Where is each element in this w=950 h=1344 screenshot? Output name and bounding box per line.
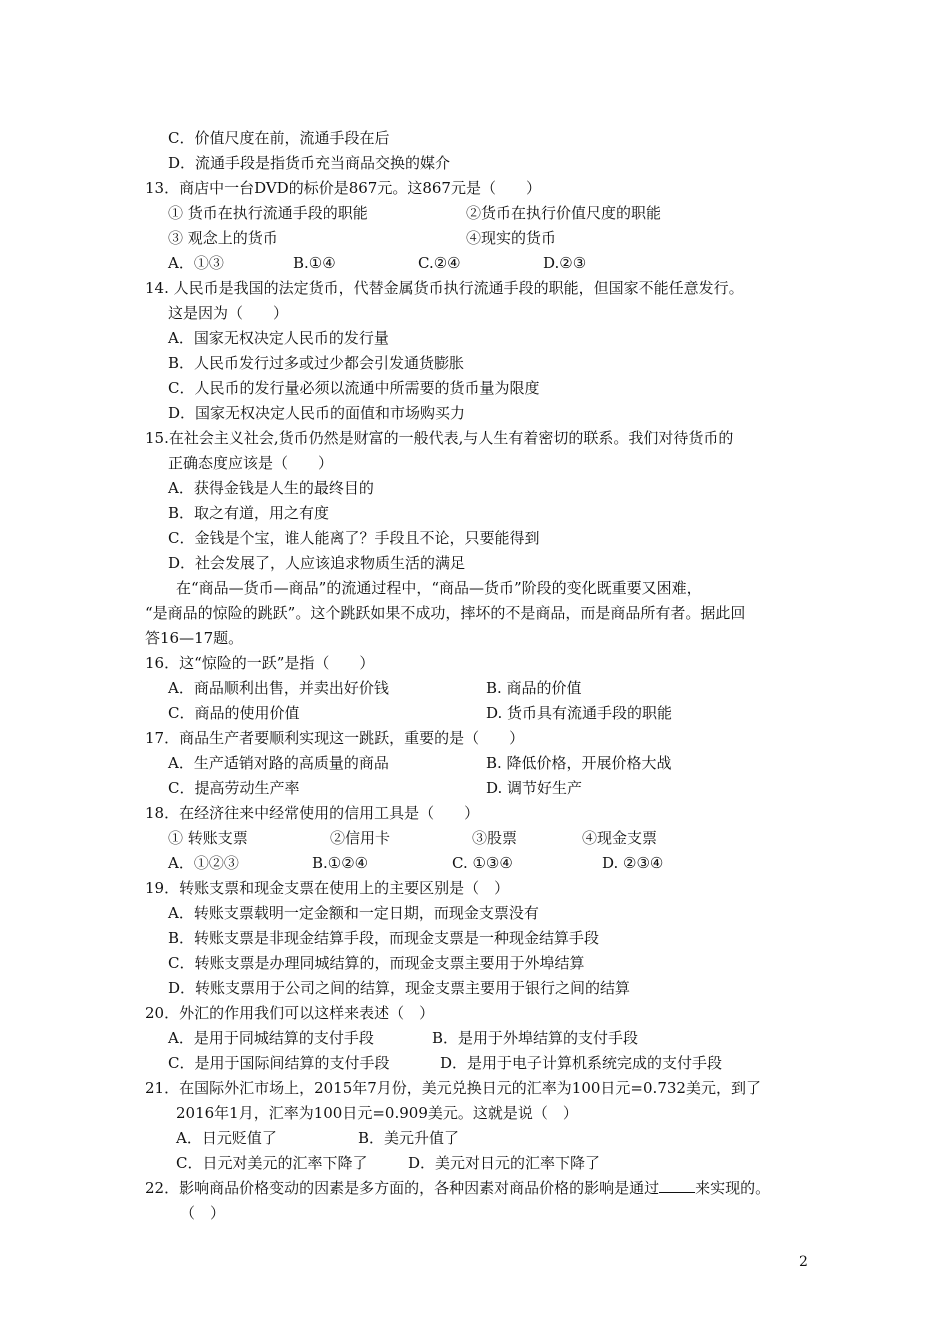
option-c: C．金钱是个宝，谁人能离了？手段且不论，只要能得到 <box>168 529 540 547</box>
question-22-text: 22．影响商品价格变动的因素是多方面的，各种因素对商品价格的影响是通过 <box>145 1179 660 1197</box>
statement-2: ②货币在执行价值尺度的职能 <box>466 204 662 222</box>
option-a: A．①③ <box>168 254 224 272</box>
option-a: A．国家无权决定人民币的发行量 <box>168 329 389 347</box>
question-14-cont: 这是因为（ ） <box>168 304 289 322</box>
answer-paren: （ ） <box>180 1204 226 1222</box>
question-22-tail: 来实现的。 <box>695 1179 771 1197</box>
statement-3: ③股票 <box>472 829 518 847</box>
option-d: D．转账支票用于公司之间的结算，现金支票主要用于银行之间的结算 <box>168 979 631 997</box>
option-c: C．人民币的发行量必须以流通中所需要的货币量为限度 <box>168 379 540 397</box>
question-21-cont: 2016年1月，汇率为100日元=0.909美元。这就是说（ ） <box>176 1104 578 1122</box>
option-c: C．转账支票是办理同城结算的，而现金支票主要用于外埠结算 <box>168 954 585 972</box>
page-number: 2 <box>799 1254 808 1270</box>
option-c: C.②④ <box>418 254 461 272</box>
option-c: C．日元对美元的汇率下降了 <box>176 1154 368 1172</box>
option-a: A．①②③ <box>168 854 239 872</box>
option-c: C．是用于国际间结算的支付手段 <box>168 1054 390 1072</box>
option-d: D.②③ <box>543 254 587 272</box>
question-22 <box>145 1178 770 1198</box>
option-c: C．提高劳动生产率 <box>168 779 300 797</box>
passage-line-3: 答16—17题。 <box>145 629 244 647</box>
statement-3: ③ 观念上的货币 <box>168 229 278 247</box>
option-b: B．人民币发行过多或过少都会引发通货膨胀 <box>168 354 465 372</box>
statement-1: ① 转账支票 <box>168 829 248 847</box>
question-19: 19．转账支票和现金支票在使用上的主要区别是（ ） <box>145 879 510 897</box>
question-14: 14. 人民币是我国的法定货币，代替金属货币执行流通手段的职能，但国家不能任意发行。 <box>145 279 744 297</box>
question-21: 21．在国际外汇市场上，2015年7月份，美元兑换日元的汇率为100日元=0.732美元，到了 <box>145 1079 761 1097</box>
statement-1: ① 货币在执行流通手段的职能 <box>168 204 368 222</box>
option-d: D．社会发展了，人应该追求物质生活的满足 <box>168 554 466 572</box>
option-a: A．获得金钱是人生的最终目的 <box>168 479 374 497</box>
option-d: D. 调节好生产 <box>486 779 583 797</box>
statement-4: ④现金支票 <box>582 829 658 847</box>
answer-blank <box>659 1178 695 1193</box>
option-b: B．转账支票是非现金结算手段，而现金支票是一种现金结算手段 <box>168 929 600 947</box>
option-d: D．流通手段是指货币充当商品交换的媒介 <box>168 154 451 172</box>
option-b: B.①②④ <box>312 854 369 872</box>
question-15-cont: 正确态度应该是（ ） <box>168 454 334 472</box>
option-b: B．美元升值了 <box>358 1129 460 1147</box>
option-c: C．商品的使用价值 <box>168 704 300 722</box>
option-b: B．取之有道，用之有度 <box>168 504 330 522</box>
option-b: B．是用于外埠结算的支付手段 <box>432 1029 639 1047</box>
option-d: D．国家无权决定人民币的面值和市场购买力 <box>168 404 466 422</box>
statement-4: ④现实的货币 <box>466 229 557 247</box>
option-b: B.①④ <box>293 254 336 272</box>
option-c: C．价值尺度在前，流通手段在后 <box>168 129 390 147</box>
option-d: D. 货币具有流通手段的职能 <box>486 704 673 722</box>
option-a: A．生产适销对路的高质量的商品 <box>168 754 389 772</box>
question-18: 18．在经济往来中经常使用的信用工具是（ ） <box>145 804 480 822</box>
question-16: 16．这“惊险的一跃”是指（ ） <box>145 654 375 672</box>
passage-line-1: 在“商品—货币—商品”的流通过程中，“商品—货币”阶段的变化既重要又困难， <box>176 579 702 597</box>
passage-line-2: “是商品的惊险的跳跃”。这个跳跃如果不成功，摔坏的不是商品，而是商品所有者。据此回 <box>145 604 746 622</box>
statement-2: ②信用卡 <box>330 829 391 847</box>
question-17: 17．商品生产者要顺利实现这一跳跃，重要的是（ ） <box>145 729 525 747</box>
option-a: A．商品顺利出售，并卖出好价钱 <box>168 679 389 697</box>
option-a: A．日元贬值了 <box>176 1129 277 1147</box>
question-20: 20．外汇的作用我们可以这样来表述（ ） <box>145 1004 435 1022</box>
option-a: A．是用于同城结算的支付手段 <box>168 1029 374 1047</box>
option-b: B. 商品的价值 <box>486 679 582 697</box>
option-d: D．是用于电子计算机系统完成的支付手段 <box>440 1054 723 1072</box>
option-d: D. ②③④ <box>602 854 664 872</box>
option-a: A．转账支票载明一定金额和一定日期，而现金支票没有 <box>168 904 539 922</box>
option-c: C. ①③④ <box>452 854 513 872</box>
option-b: B. 降低价格，开展价格大战 <box>486 754 672 772</box>
option-d: D．美元对日元的汇率下降了 <box>408 1154 601 1172</box>
question-13: 13．商店中一台DVD的标价是867元。这867元是（ ） <box>145 179 541 197</box>
question-15: 15.在社会主义社会,货币仍然是财富的一般代表,与人生有着密切的联系。我们对待货币的 <box>145 429 734 447</box>
